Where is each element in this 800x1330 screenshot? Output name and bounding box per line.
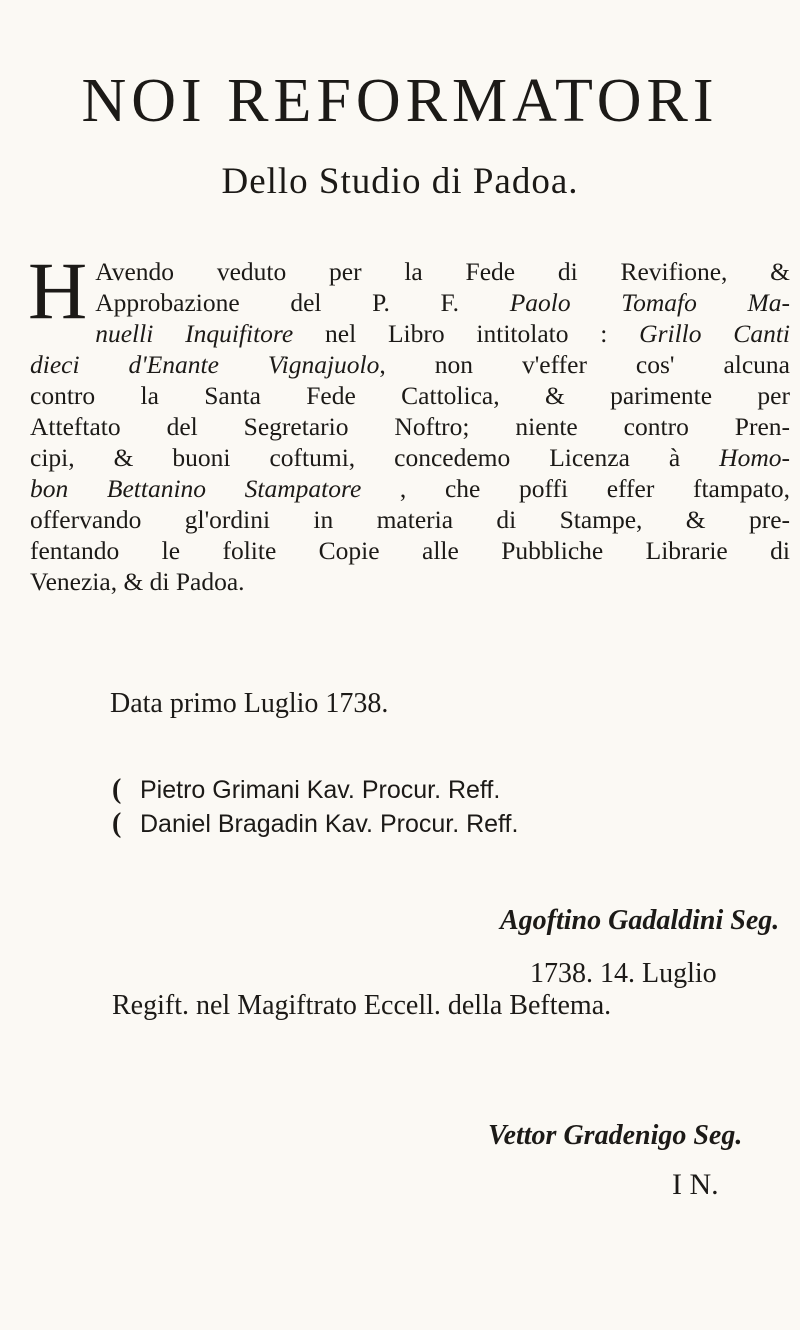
text-run: , che poffi effer ftampato,: [361, 474, 790, 503]
text-line: [30, 318, 790, 349]
signer-name: Pietro Grimani Kav. Procur. Reff.: [140, 776, 501, 804]
text-run: cipi, & buoni coftumi, concedemo Licenza à: [30, 443, 720, 472]
text-run: Venezia, & di Padoa.: [30, 567, 245, 596]
text-line: [30, 287, 790, 318]
text-line: [30, 473, 790, 504]
text-line: [30, 504, 790, 535]
text-line: [30, 442, 790, 473]
signer-row: [112, 773, 518, 807]
catchword: I N.: [672, 1168, 719, 1201]
italic-text: Grillo Canti: [639, 319, 790, 348]
registrar-signature: Vettor Gradenigo Seg.: [488, 1120, 743, 1151]
text-run: fentando le folite Copie alle Pubbliche Librarie di: [30, 536, 790, 565]
text-run: offervando gl'ordini in materia di Stampe, & pre-: [30, 505, 790, 534]
text-run: , non v'effer cos' alcuna: [379, 350, 790, 379]
text-line: [30, 380, 790, 411]
text-run: Approbazione del P. F.: [95, 288, 510, 317]
text-line: [30, 349, 790, 380]
license-text: [28, 245, 790, 597]
text-line: [30, 411, 790, 442]
italic-text: dieci d'Enante Vignajuolo: [30, 350, 380, 379]
italic-text: bon Bettanino Stampatore: [30, 474, 362, 503]
registration-date: 1738. 14. Luglio: [530, 958, 717, 989]
secretary-signature: Agoftino Gadaldini Seg.: [500, 905, 780, 936]
signer-name: Daniel Bragadin Kav. Procur. Reff.: [140, 810, 519, 838]
text-run: nel Libro intitolato :: [293, 319, 640, 348]
italic-text: nuelli Inquifitore: [95, 319, 294, 348]
text-line: [30, 535, 790, 566]
text-line: [30, 256, 790, 287]
signers-block: [112, 773, 518, 841]
italic-text: Paolo Tomafo Ma-: [509, 288, 790, 317]
signer-row: [112, 807, 518, 841]
drop-cap: H: [28, 245, 88, 336]
text-run: Atteftato del Segretario Noftro; niente contro Pren-: [30, 412, 790, 441]
text-run: Avendo veduto per la Fede di Revifione, &: [95, 257, 790, 286]
text-line: [30, 566, 790, 597]
license-lines: [28, 245, 790, 597]
brace-mark: (: [112, 808, 122, 839]
text-run: contro la Santa Fede Cattolica, & parimente per: [30, 381, 790, 410]
italic-text: Homo-: [719, 443, 790, 472]
registration-note: Regift. nel Magiftrato Eccell. della Beftema.: [112, 990, 612, 1021]
brace-mark: (: [112, 774, 122, 805]
page-subheading: Dello Studio di Padoa.: [221, 161, 579, 202]
page-heading: NOI REFORMATORI: [81, 67, 719, 135]
issue-date: Data primo Luglio 1738.: [110, 688, 389, 719]
